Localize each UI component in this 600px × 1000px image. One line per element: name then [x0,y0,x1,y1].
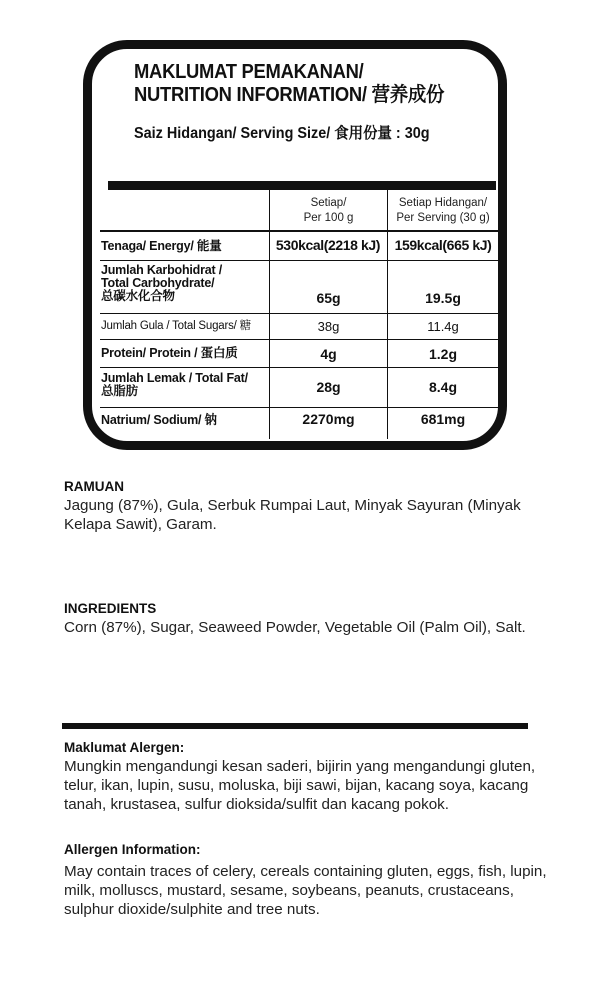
row-label-carbohydrate: Jumlah Karbohidrat / Total Carbohydrate/ 总碳水化合物 [101,263,223,303]
row-label-sugars: Jumlah Gula / Total Sugars/ 糖 [101,320,251,332]
column-header-per-100g: Setiap/ Per 100 g [303,197,354,224]
title-line-2: NUTRITION INFORMATION/ 营养成份 [134,84,445,106]
header-rule [100,230,498,232]
allergen-information-heading: Allergen Information: [64,842,201,857]
row-rule [100,367,498,368]
column-header-per-serving: Setiap Hidangan/ Per Serving (30 g) [396,197,490,224]
ingredients-heading: INGREDIENTS [64,601,157,616]
ramuan-heading: RAMUAN [64,479,124,494]
value-protein-perserving: 1.2g [428,346,457,362]
value-protein-per100: 4g [320,346,337,362]
row-label-sodium: Natrium/ Sodium/ 钠 [101,413,217,427]
value-energy-per100: 530kcal(2218 kJ) [275,237,381,253]
maklumat-alergen-text: Mungkin mengandungi kesan saderi, bijirin yang mengandungi gluten, telur, ikan, lupin, susu, moluska, biji sawi, bijan, kacang soya, kacang tanah, krustasea, sulfur dioksida/sulfit dan kacang pokok. [64,758,536,813]
value-carbohydrate-per100: 65g [316,290,341,306]
value-sodium-per100: 2270mg [302,411,355,427]
row-rule [100,313,498,314]
value-sugars-per100: 38g [317,319,340,334]
ramuan-text: Jagung (87%), Gula, Serbuk Rumpai Laut, Minyak Sayuran (Minyak Kelapa Sawit), Garam. [64,497,521,533]
maklumat-alergen-heading: Maklumat Alergen: [64,740,185,755]
nutrition-title [134,61,444,107]
column-divider-2 [387,190,388,439]
row-label-protein: Protein/ Protein / 蛋白质 [101,346,238,360]
value-sugars-perserving: 11.4g [427,319,459,334]
title-line-1: MAKLUMAT PEMAKANAN/ [134,61,364,83]
value-fat-per100: 28g [316,379,341,395]
value-carbohydrate-perserving: 19.5g [425,290,461,306]
column-divider-1 [269,190,270,439]
value-fat-perserving: 8.4g [428,379,457,395]
allergen-information-text: May contain traces of celery, cereals containing gluten, eggs, fish, lupin, milk, molluscs, mustard, sesame, soybeans, peanuts, crustaceans, sulphur dioxide/sulphite and tree nuts. [64,863,547,918]
row-rule [100,339,498,340]
row-rule [100,407,498,408]
row-rule [100,260,498,261]
value-energy-perserving: 159kcal(665 kJ) [394,237,492,253]
ingredients-text: Corn (87%), Sugar, Seaweed Powder, Vegetable Oil (Palm Oil), Salt. [64,619,526,636]
table-top-bar [108,181,496,190]
serving-size: Saiz Hidangan/ Serving Size/ 食用份量 : 30g [134,125,430,142]
section-divider-bar [62,723,528,729]
row-label-energy: Tenaga/ Energy/ 能量 [101,239,222,253]
value-sodium-perserving: 681mg [420,411,466,427]
row-label-fat: Jumlah Lemak / Total Fat/ 总脂肪 [101,371,248,398]
